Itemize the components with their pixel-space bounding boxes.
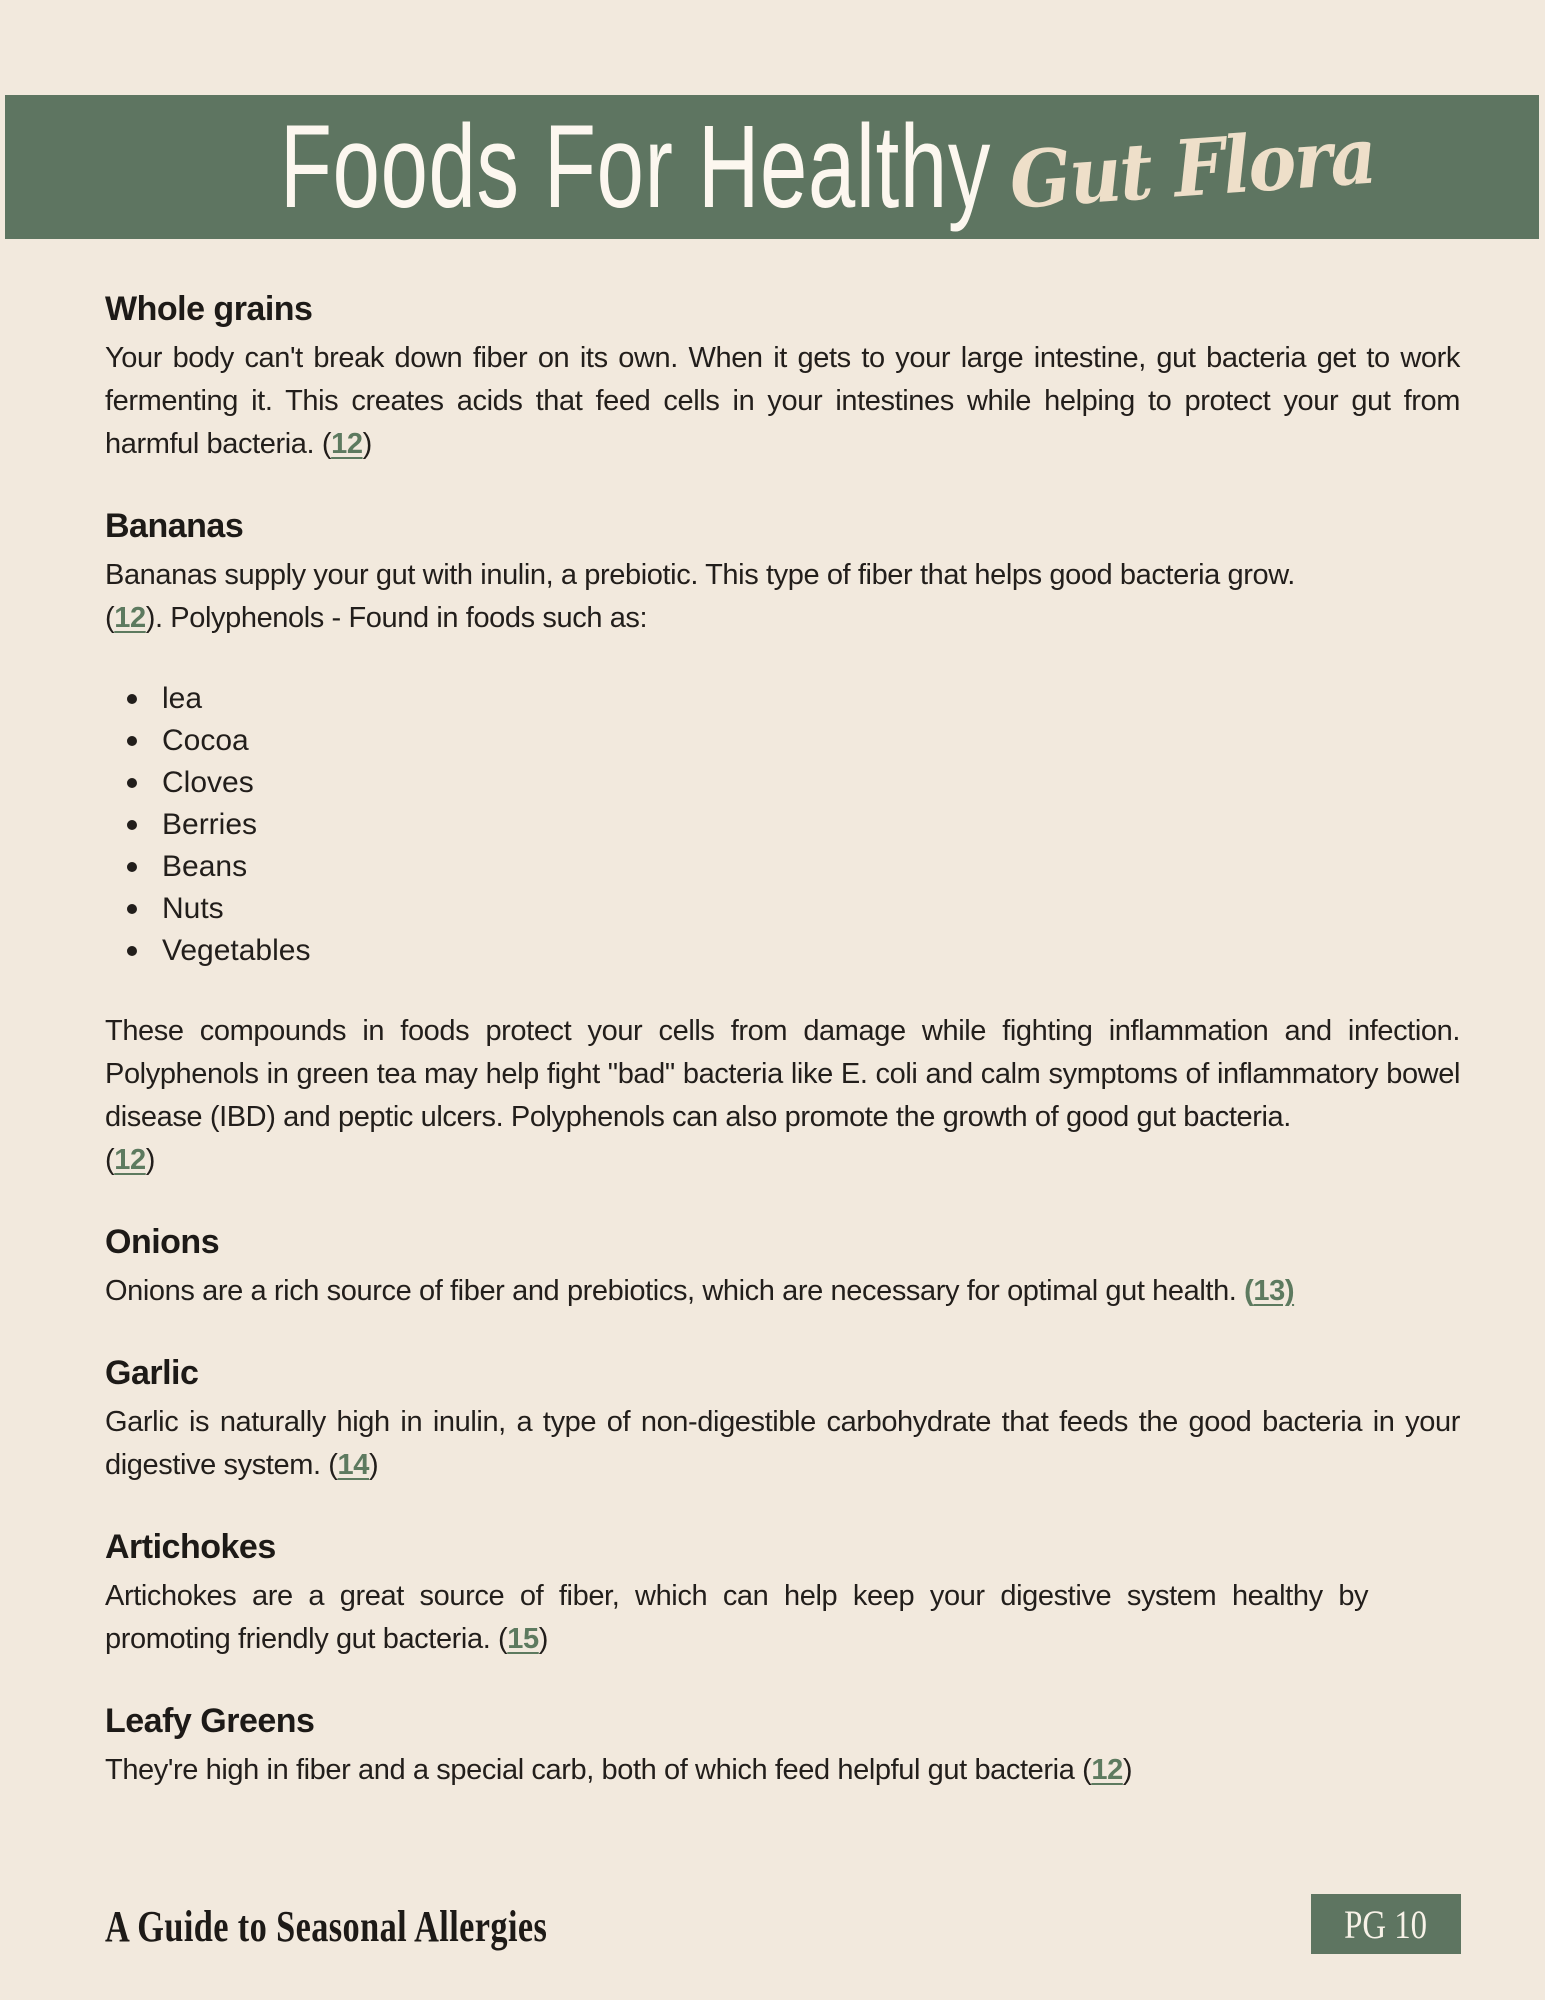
list-item — [105, 678, 1460, 720]
paragraph — [105, 337, 1460, 466]
list-item — [105, 720, 1460, 762]
citation-paren: ( — [1244, 1275, 1254, 1307]
section — [105, 678, 1460, 972]
bullet-dot-icon — [127, 778, 137, 788]
page-number-box — [1311, 1894, 1461, 1954]
citation-link[interactable]: 15 — [507, 1623, 539, 1655]
list-item — [105, 930, 1460, 972]
citation-link[interactable]: 12 — [331, 428, 363, 460]
section-heading: Leafy Greens — [105, 1702, 315, 1740]
text-run: ). Polyphenols - Found in foods such as: — [145, 602, 648, 634]
paragraph — [105, 1270, 1460, 1313]
text-run: Onions are a rich source of fiber and prebiotics, which are necessary for optimal gut health. — [105, 1275, 1245, 1307]
list-item — [105, 846, 1460, 888]
text-run: ) — [538, 1623, 549, 1655]
bullet-dot-icon — [127, 862, 137, 872]
bullet-dot-icon — [127, 904, 137, 914]
list-item-label: Cloves — [162, 766, 254, 799]
citation-link[interactable]: 12 — [1091, 1754, 1123, 1786]
list-item — [105, 762, 1460, 804]
bullet-dot-icon — [127, 736, 137, 746]
content-area — [0, 287, 1545, 1792]
page-title-main: Foods For Healthy — [280, 101, 992, 233]
section — [105, 1351, 1460, 1487]
section-heading: Whole grains — [105, 290, 313, 328]
paragraph — [105, 1575, 1460, 1661]
paragraph — [105, 1401, 1460, 1487]
text-run: Garlic is naturally high in inulin, a type of non-digestible carbohydrate that feeds the good bacteria in your digestive system. ( — [105, 1406, 1460, 1481]
bullet-dot-icon — [127, 820, 137, 830]
text-run: These compounds in foods protect your cells from damage while fighting inflammation and infection. Polyphenols in green tea may help fight "bad" bacteria like E. coli and calm symptoms of inflammatory bowel disease (IBD) and peptic ulcers. Polyphenols can also promote the growth of good gut bacteria. — [105, 1015, 1460, 1133]
paragraph — [105, 1010, 1460, 1182]
section — [105, 1010, 1460, 1182]
header-band — [5, 95, 1539, 239]
paragraph — [105, 554, 1460, 640]
paragraph — [105, 1749, 1460, 1792]
text-run: ) — [369, 1449, 379, 1481]
section — [105, 1525, 1460, 1661]
text-run: promoting friendly gut bacteria. ( — [105, 1623, 508, 1655]
section — [105, 1220, 1460, 1313]
section-heading: Garlic — [105, 1354, 199, 1392]
list-item — [105, 888, 1460, 930]
bullet-dot-icon — [127, 946, 137, 956]
footer-title: A Guide to Seasonal Allergies — [105, 1901, 548, 1951]
list-item-label: Vegetables — [162, 934, 311, 967]
text-run: ( — [105, 602, 115, 634]
list-item-label: Cocoa — [162, 724, 249, 757]
section-heading: Bananas — [105, 507, 244, 545]
list-item-label: Beans — [162, 850, 248, 883]
list-item — [105, 804, 1460, 846]
list-item-label: Berries — [162, 808, 258, 841]
text-run: ) — [362, 428, 372, 460]
text-run: Bananas supply your gut with inulin, a prebiotic. This type of fiber that helps good bacteria grow. — [105, 559, 1295, 591]
page-number: PG 10 — [1344, 1901, 1428, 1947]
section — [105, 504, 1460, 640]
citation-link[interactable]: 12 — [114, 1144, 146, 1176]
citation-link[interactable]: 12 — [114, 602, 146, 634]
list-item-label: Nuts — [162, 892, 224, 925]
list-item-label: lea — [162, 682, 203, 715]
text-run: ) — [1122, 1754, 1133, 1786]
text-run: They're high in fiber and a special carb, both of which feed helpful gut bacteria ( — [105, 1754, 1092, 1786]
bullet-list — [105, 678, 1460, 972]
text-run: ( — [105, 1144, 115, 1176]
section — [105, 287, 1460, 466]
citation-link[interactable]: 14 — [337, 1449, 369, 1481]
text-run: ) — [145, 1144, 155, 1176]
section — [105, 1699, 1460, 1792]
bullet-dot-icon — [127, 694, 137, 704]
section-heading: Onions — [105, 1223, 220, 1261]
text-run: Artichokes are a great source of fiber, which can help keep your digestive system healthy by — [105, 1580, 1369, 1612]
page-title-script: Gut Flora — [1006, 110, 1378, 227]
text-run: Your body can't break down fiber on its own. When it gets to your large intestine, gut bacteria get to work fermenting it. This creates acids that feed cells in your intestines while helping to protect your gut from harmful bacteria. ( — [105, 342, 1460, 460]
section-heading: Artichokes — [105, 1528, 276, 1566]
citation-link[interactable]: 13) — [1253, 1275, 1295, 1307]
